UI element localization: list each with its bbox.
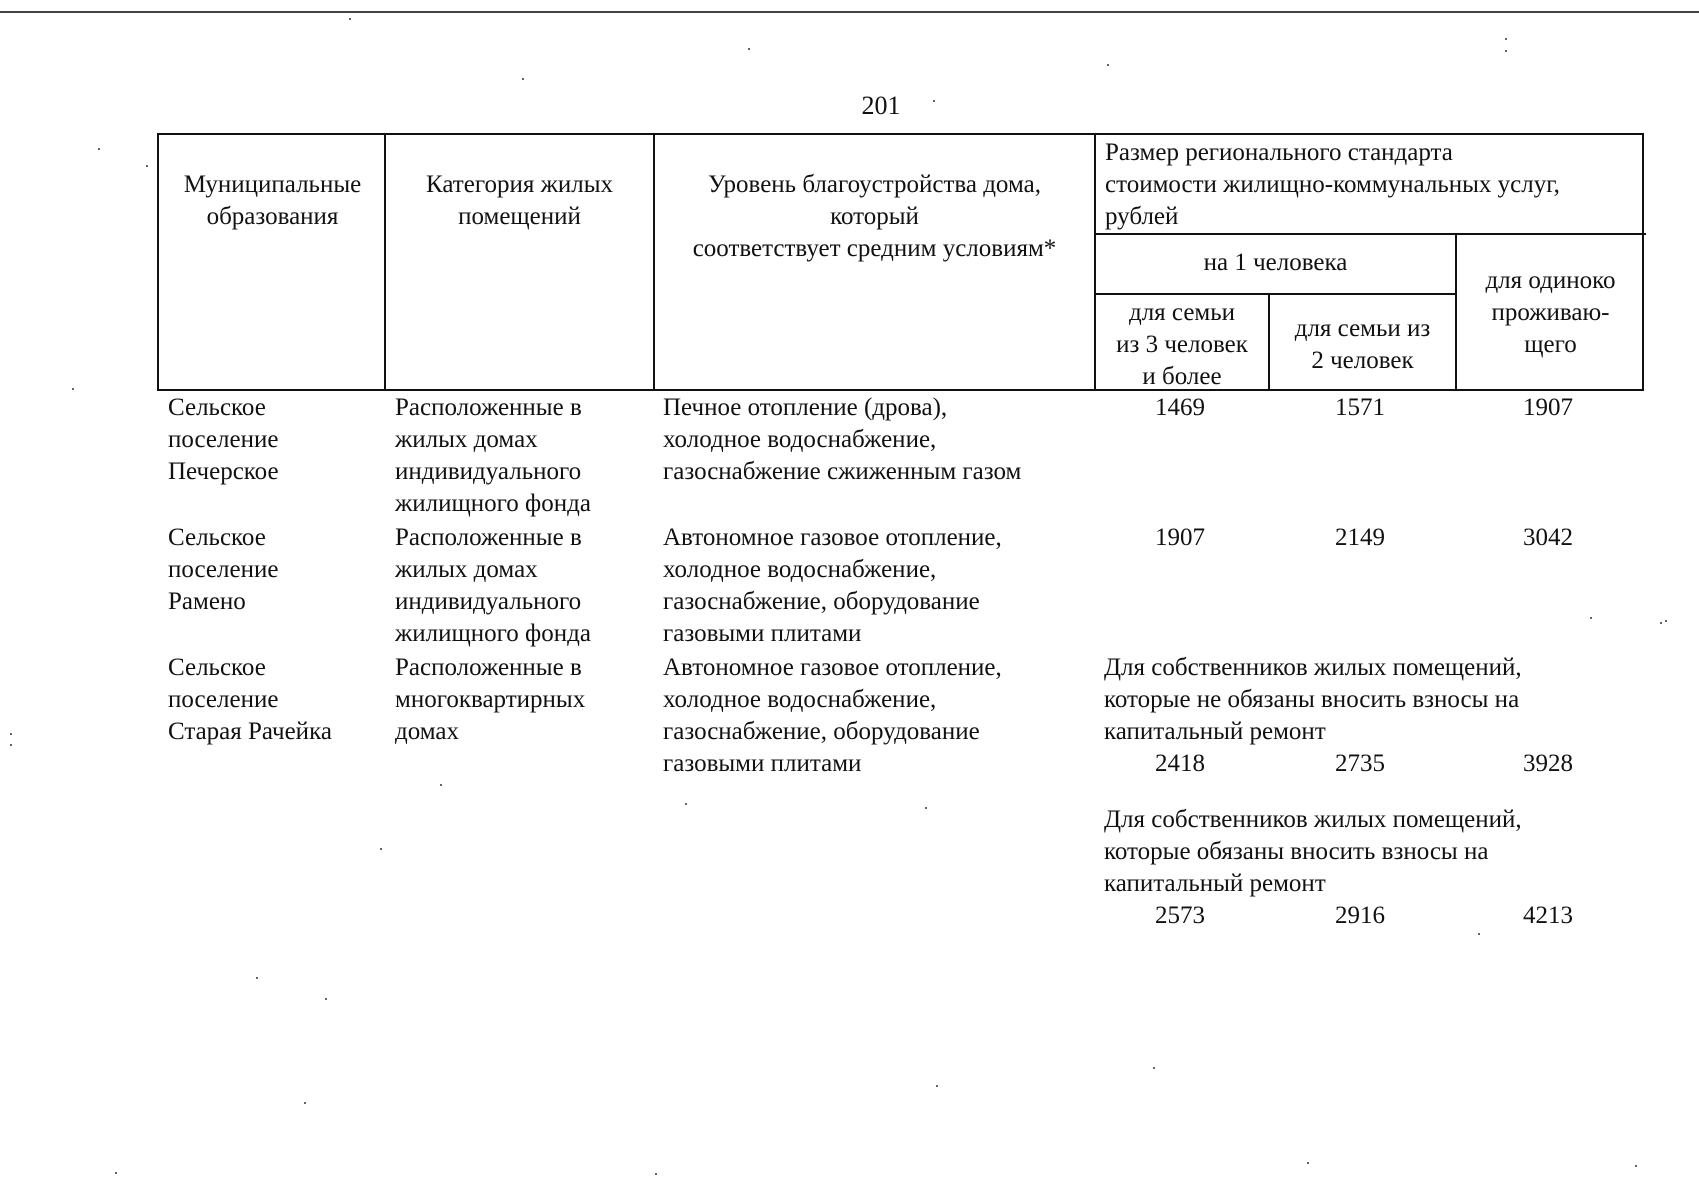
cell-text: жилых домах: [395, 426, 538, 453]
cell-text: многоквартирных: [395, 686, 586, 713]
cell-text: которые не обязаны вносить взносы на: [1104, 686, 1520, 713]
cell-text: жилищного фонда: [395, 620, 591, 647]
cell-text: газоснабжение сжиженным газом: [663, 458, 1022, 485]
cell-text: поселение: [168, 686, 279, 713]
cell-text: капитальный ремонт: [1104, 718, 1326, 745]
row3-level: [663, 652, 1002, 780]
cell-text: холодное водоснабжение,: [663, 556, 937, 583]
cell-text: газовыми плитами: [663, 620, 862, 647]
header-text: щего: [1524, 331, 1577, 358]
header-category: [386, 169, 653, 233]
scan-speck: [1660, 622, 1662, 624]
header-family3: [1096, 297, 1268, 393]
row1-value-family3: 1469: [1155, 394, 1205, 421]
cell-text: Расположенные в: [395, 524, 582, 551]
scan-speck: [440, 784, 442, 786]
header-family2: [1270, 313, 1455, 377]
scan-speck: [325, 998, 327, 1000]
cell-text: Рамено: [168, 588, 246, 615]
header-text: и более: [1142, 363, 1222, 390]
row3-value-b-single: 4213: [1523, 902, 1573, 929]
scan-speck: [304, 1102, 306, 1104]
scan-speck: [1153, 1067, 1155, 1069]
cell-text: Автономное газовое отопление,: [663, 524, 1002, 551]
scan-speck: [115, 1172, 117, 1174]
scan-speck: [936, 1085, 938, 1087]
scan-speck: [349, 18, 351, 20]
header-text: который: [830, 203, 919, 230]
scan-speck: [685, 803, 687, 805]
row1-category: [395, 392, 591, 520]
scan-top-border: [0, 11, 1699, 13]
cell-text: капитальный ремонт: [1104, 870, 1326, 897]
header-text: стоимости жилищно-коммунальных услуг,: [1105, 171, 1560, 198]
scan-speck: [380, 848, 382, 850]
row3-municipal: [168, 652, 332, 748]
cell-text: которые обязаны вносить взносы на: [1104, 838, 1489, 865]
row3-value-a-family3: 2418: [1155, 750, 1205, 777]
header-level: [655, 169, 1094, 265]
scan-speck: [1505, 38, 1507, 40]
scan-speck: [1478, 933, 1480, 935]
page-number: 201: [861, 91, 901, 120]
header-text: образования: [206, 203, 339, 230]
cell-text: газоснабжение, оборудование: [663, 588, 980, 615]
scan-speck: [256, 977, 258, 979]
scan-speck: [72, 388, 74, 390]
header-text: Размер регионального стандарта: [1105, 139, 1453, 166]
header-text: помещений: [458, 203, 581, 230]
header-divider: [1094, 233, 1646, 235]
cell-text: Печерское: [168, 458, 279, 485]
scan-speck: [933, 100, 935, 102]
cell-text: Сельское: [168, 524, 266, 551]
cell-text: Сельское: [168, 394, 266, 421]
cell-text: холодное водоснабжение,: [663, 426, 937, 453]
scan-speck: [1307, 1162, 1309, 1164]
row2-value-single: 3042: [1523, 524, 1573, 551]
header-divider: [1094, 293, 1455, 295]
header-text: для семьи из: [1294, 315, 1431, 342]
cell-text: поселение: [168, 426, 279, 453]
table-header: [157, 133, 1644, 391]
cell-text: Сельское: [168, 654, 266, 681]
cell-text: газоснабжение, оборудование: [663, 718, 980, 745]
row3-value-b-family3: 2573: [1155, 902, 1205, 929]
row2-value-family2: 2149: [1335, 524, 1385, 551]
cell-text: Расположенные в: [395, 394, 582, 421]
row3-value-a-family2: 2735: [1335, 750, 1385, 777]
header-text: для семьи: [1128, 299, 1236, 326]
cell-text: жилищного фонда: [395, 490, 591, 517]
row2-municipal: [168, 522, 278, 618]
row3-note-b: [1104, 804, 1522, 900]
cell-text: Автономное газовое отопление,: [663, 654, 1002, 681]
header-text: рублей: [1105, 203, 1179, 230]
row1-level: [663, 392, 1021, 488]
header-text: 2 человек: [1311, 347, 1414, 374]
row2-level: [663, 522, 1002, 650]
row2-category: [395, 522, 591, 650]
cell-text: жилых домах: [395, 556, 538, 583]
cell-text: газовыми плитами: [663, 750, 862, 777]
row1-value-family2: 1571: [1335, 394, 1385, 421]
header-text: Категория жилых: [426, 171, 613, 198]
row2-value-family3: 1907: [1155, 524, 1205, 551]
cell-text: Для собственников жилых помещений,: [1104, 654, 1522, 681]
scan-speck: [522, 78, 524, 80]
cell-text: индивидуального: [395, 458, 582, 485]
scan-speck: [1665, 620, 1667, 622]
header-text: из 3 человек: [1116, 331, 1248, 358]
header-municipal: [161, 169, 384, 233]
scan-speck: [1635, 1165, 1637, 1167]
scan-speck: [1107, 64, 1109, 66]
cell-text: индивидуального: [395, 588, 582, 615]
cell-text: Старая Рачейка: [168, 718, 332, 745]
header-standard: [1105, 137, 1645, 233]
cell-text: холодное водоснабжение,: [663, 686, 937, 713]
cell-text: поселение: [168, 556, 279, 583]
row3-category: [395, 652, 585, 748]
cell-text: Расположенные в: [395, 654, 582, 681]
header-per-person: на 1 человека: [1203, 249, 1348, 276]
cell-text: Для собственников жилых помещений,: [1104, 806, 1522, 833]
header-text: Муниципальные: [183, 171, 362, 198]
cell-text: Печное отопление (дрова),: [663, 394, 948, 421]
scan-speck: [10, 733, 12, 735]
row1-value-single: 1907: [1523, 394, 1573, 421]
cell-text: домах: [395, 718, 459, 745]
scan-speck: [98, 148, 100, 150]
row3-value-a-single: 3928: [1523, 750, 1573, 777]
header-text: проживаю-: [1491, 299, 1610, 326]
scan-speck: [146, 165, 148, 167]
header-single: [1457, 265, 1644, 361]
scan-speck: [10, 744, 12, 746]
scan-speck: [1505, 50, 1507, 52]
scan-speck: [655, 1173, 657, 1175]
scan-speck: [748, 48, 750, 50]
row3-note-a: [1104, 652, 1522, 748]
row1-municipal: [168, 392, 279, 488]
header-text: Уровень благоустройства дома,: [708, 171, 1041, 198]
scan-speck: [1590, 617, 1592, 619]
scan-speck: [925, 807, 927, 809]
row3-value-b-family2: 2916: [1335, 902, 1385, 929]
header-text: для одиноко: [1485, 267, 1616, 294]
header-text: соответствует средним условиям*: [692, 235, 1057, 262]
